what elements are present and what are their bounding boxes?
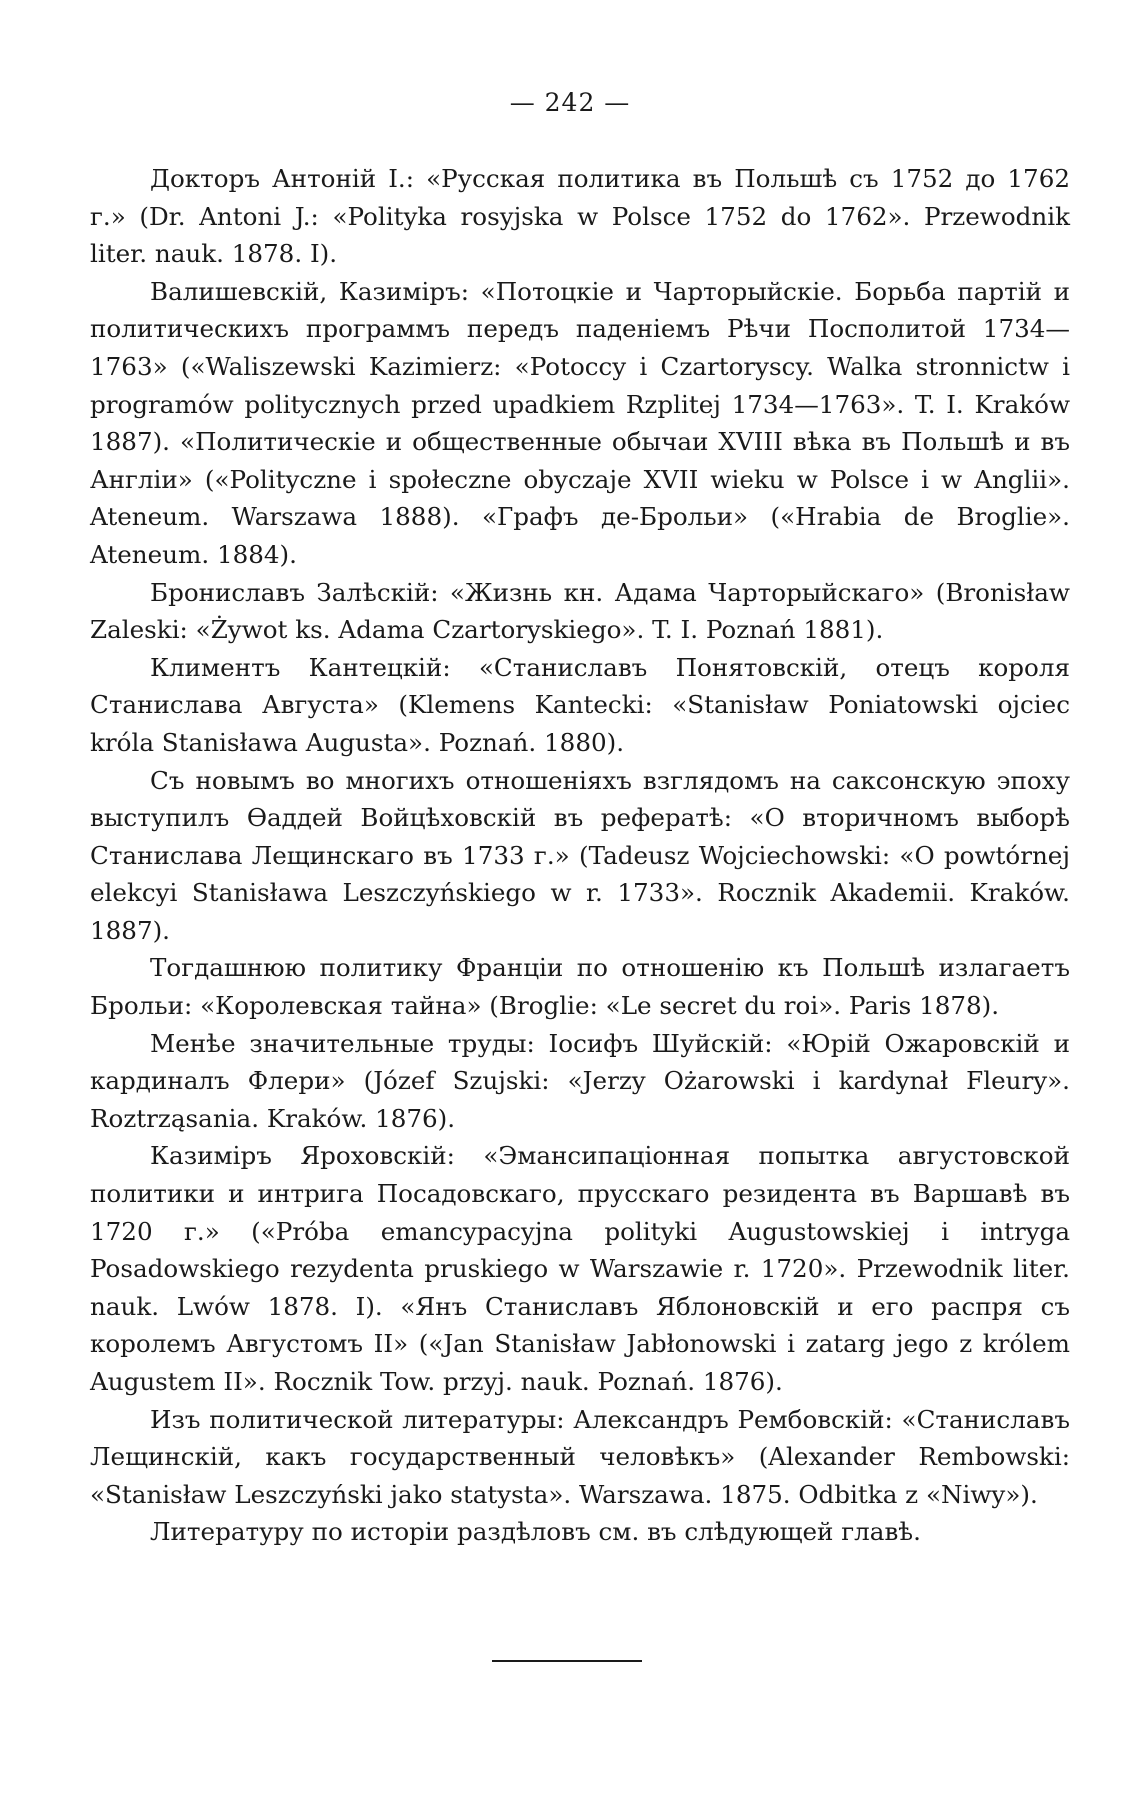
paragraph-broglie: Тогдашнюю политику Франціи по отношенію къ Польшѣ излагаетъ Брольи: «Королевская тайна» (Broglie: «Le secret du roi». Paris 1878). [90,953,1070,1021]
paragraph-wojciechowski: Съ новымъ во многихъ отношеніяхъ взглядомъ на саксонскую эпоху выступилъ Ѳаддей Войцѣховскій въ рефератѣ: «О вторичномъ выборѣ Станислава Лещинскаго въ 1733 г.» (Tadeusz Wojciechowski: «O powtórnej elekcyi Stanisława Leszczyńskiego w r. 1733». Rocznik Akademii. Kraków. 1887). [90,765,1070,945]
paragraph-jarochowski: Казиміръ Яроховскій: «Эмансипаціонная попытка августовской политики и интрига Посадовскаго, прусскаго резидента въ Варшавѣ въ 1720 г.» («Próba emancypacyjna polityki Augustowskiej i intryga Posadowskiego rezydenta pruskiego w Warszawie r. 1720». Przewodnik liter. nauk. Lwów 1878. I). «Янъ Станиславъ Яблоновскій и его распря съ королемъ Августомъ II» («Jan Stanisław Jabłonowski i zatarg jego z królem Augustem II». Rocznik Tow. przyj. nauk. Poznań. 1876). [90,1141,1070,1396]
paragraph-szujski: Менѣе значительные труды: Іосифъ Шуйскій: «Юрій Ожаровскій и кардиналъ Флери» (Józef Szujski: «Jerzy Ożarowski i kardynał Fleury». Roztrząsania. Kraków. 1876). [90,1028,1070,1133]
page-number: — 242 — [509,88,631,117]
paragraph-partitions-note: Литературу по исторіи раздѣловъ см. въ слѣдующей главѣ. [150,1517,921,1547]
paragraph-antoni: Докторъ Антоній І.: «Русская политика въ Польшѣ съ 1752 до 1762 г.» (Dr. Antoni J.: «Polityka rosyjska w Polsce 1752 do 1762». Przewodnik liter. nauk. 1878. I). [90,164,1071,269]
paragraph-waliszewski: Валишевскій, Казиміръ: «Потоцкіе и Чарторыйскіе. Борьба партій и политическихъ программъ передъ паденіемъ Рѣчи Посполитой 1734—1763» («Waliszewski Kazimierz: «Potoccy i Czartoryscy. Walka stronnictw i programów politycznych przed upadkiem Rzplitej 1734—1763». T. I. Kraków 1887). «Политическіе и общественные обычаи XVIII вѣка въ Польшѣ и въ Англіи» («Polityczne i społeczne obyczaje XVII wieku w Polsce i w Anglii». Ateneum. Warszawa 1888). «Графъ де-Брольи» («Hrabia de Broglie». Ateneum. 1884). [90,276,1070,569]
page-body [90,160,1070,1551]
paragraph-zaleski: Брониславъ Залѣскій: «Жизнь кн. Адама Чарторыйскаго» (Bronisław Zaleski: «Żywot ks. Adama Czartoryskiego». T. I. Poznań 1881). [90,577,1070,645]
paragraph-rembowski: Изъ политической литературы: Александръ Рембовскій: «Станиславъ Лещинскій, какъ государственный человѣкъ» (Alexander Rembowski: «Stanisław Leszczyński jako statysta». Warszawa. 1875. Odbitka z «Niwy»). [90,1404,1070,1509]
paragraph-kantecki: Климентъ Кантецкій: «Станиславъ Понятовскій, отецъ короля Станислава Августа» (Klemens Kantecki: «Stanisław Poniatowski ojciec króla Stanisława Augusta». Poznań. 1880). [90,652,1070,757]
section-end-rule [492,1660,642,1662]
